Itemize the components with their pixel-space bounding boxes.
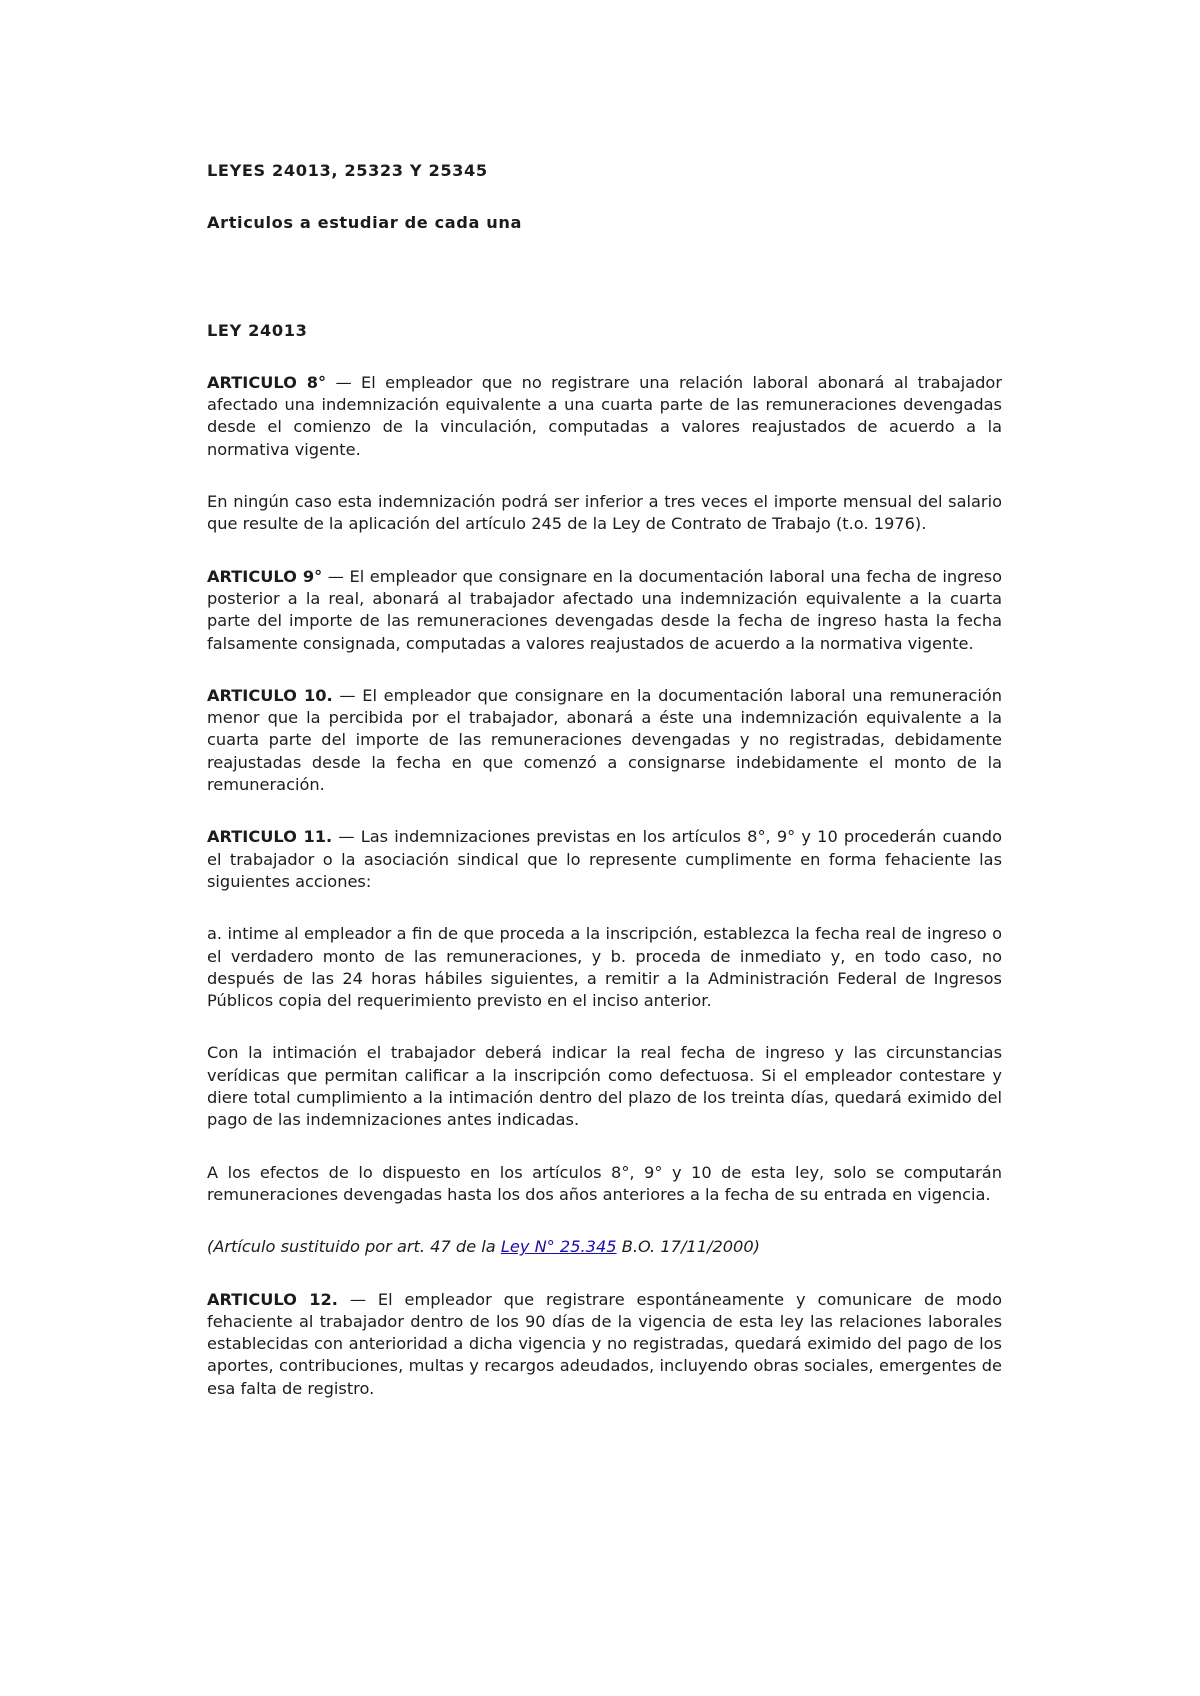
law-heading: LEY 24013	[207, 320, 308, 340]
article-10	[207, 685, 1002, 796]
article-text: — El empleador que consignare en la documentación laboral una fecha de ingreso posterior a la real, abonará al trabajador afectado una indemnización equivalente a la cuarta parte del importe de las remuneraciones devengadas desde la fecha de ingreso hasta la fecha falsamente consignada, computadas a valores reajustados de acuerdo a la normativa vigente.	[207, 566, 1002, 653]
article-8	[207, 372, 1002, 461]
article-11	[207, 826, 1002, 893]
document-page	[207, 160, 1002, 1430]
article-label: ARTICULO 11.	[207, 827, 333, 847]
citation-text: (Artículo sustituido por art. 47 de la	[207, 1237, 501, 1257]
article-text: — El empleador que no registrare una relación laboral abonará al trabajador afectado una indemnización equivalente a una cuarta parte de las remuneraciones devengadas desde el comienzo de la vinculación, computadas a valores reajustados de acuerdo a la normativa vigente.	[207, 372, 1002, 459]
paragraph: En ningún caso esta indemnización podrá ser inferior a tres veces el importe mensual del salario que resulte de la aplicación del artículo 245 de la Ley de Contrato de Trabajo (t.o. 1976).	[207, 492, 1002, 534]
article-label: ARTICULO 12.	[207, 1289, 338, 1309]
law-link[interactable]: Ley N° 25.345	[500, 1237, 617, 1257]
article-9	[207, 566, 1002, 655]
article-label: ARTICULO 10.	[207, 685, 333, 705]
citation	[207, 1236, 1002, 1258]
document-subtitle: Articulos a estudiar de cada una	[207, 213, 523, 233]
article-12	[207, 1289, 1002, 1400]
article-label: ARTICULO 8°	[207, 372, 327, 392]
article-text: — El empleador que consignare en la documentación laboral una remuneración menor que la percibida por el trabajador, abonará a éste una indemnización equivalente a la cuarta parte del importe de las remuneraciones devengadas y no registradas, debidamente reajustadas desde la fecha en que comenzó a consignarse indebidamente el monto de la remuneración.	[207, 685, 1002, 795]
article-text: — Las indemnizaciones previstas en los artículos 8°, 9° y 10 procederán cuando el trabajador o la asociación sindical que lo represente cumplimente en forma fehaciente las siguientes acciones:	[207, 827, 1002, 891]
paragraph: a. intime al empleador a fin de que proceda a la inscripción, establezca la fecha real de ingreso o el verdadero monto de las remuneraciones, y b. proceda de inmediato y, en todo caso, no después de las 24 horas hábiles siguientes, a remitir a la Administración Federal de Ingresos Públicos copia del requerimiento previsto en el inciso anterior.	[207, 924, 1002, 1011]
citation-text: B.O. 17/11/2000)	[616, 1237, 760, 1257]
document-title: LEYES 24013, 25323 Y 25345	[207, 161, 488, 180]
paragraph: A los efectos de lo dispuesto en los artículos 8°, 9° y 10 de esta ley, solo se computarán remuneraciones devengadas hasta los dos años anteriores a la fecha de su entrada en vigencia.	[207, 1162, 1002, 1204]
article-label: ARTICULO 9°	[207, 566, 323, 586]
paragraph: Con la intimación el trabajador deberá indicar la real fecha de ingreso y las circunstancias verídicas que permitan calificar a la inscripción como defectuosa. Si el empleador contestare y diere total cumplimiento a la intimación dentro del plazo de los treinta días, quedará eximido del pago de las indemnizaciones antes indicadas.	[207, 1043, 1002, 1130]
article-text: — El empleador que registrare espontáneamente y comunicare de modo fehaciente al trabajador dentro de los 90 días de la vigencia de esta ley las relaciones laborales establecidas con anterioridad a dicha vigencia y no registradas, quedará eximido del pago de los aportes, contribuciones, multas y recargos adeudados, incluyendo obras sociales, emergentes de esa falta de registro.	[207, 1289, 1002, 1398]
